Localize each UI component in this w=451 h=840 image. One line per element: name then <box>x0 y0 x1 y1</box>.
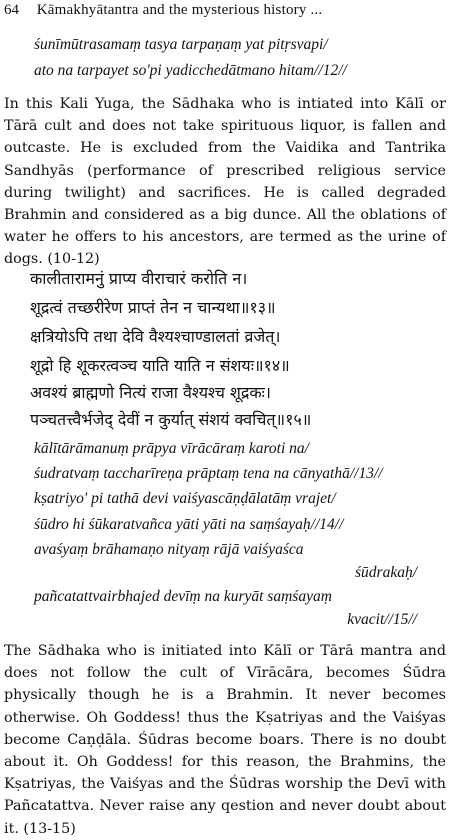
translit-line-4: śūdro hi śūkaratvañca yāti yāti na saṃśayaḥ//14// <box>34 516 344 533</box>
translit-line-3: kṣatriyo' pi tathā devi vaiśyascāṇḍālatāṃ vrajet/ <box>34 490 336 507</box>
sanskrit-verse-5: अवश्यं ब्राह्मणो नित्यं राजा वैश्यश्च शूद्रकः। <box>30 383 271 402</box>
translit-line-5: avaśyaṃ brāhamaṇo nityaṃ rājā vaiśyaśca <box>34 541 304 558</box>
running-header <box>4 2 444 22</box>
sanskrit-verse-4: शूद्रो हि शूकरत्वञ्च याति याति न संशयः॥१४॥ <box>30 356 290 375</box>
translit-line-6-continued: kvacit//15// <box>347 611 417 628</box>
verse-line-2: ato na tarpayet so'pi yadicchedātmano hitam//12// <box>34 62 347 79</box>
translit-line-1: kālītārāmanuṃ prāpya vīrācāraṃ karoti na/ <box>34 440 309 457</box>
commentary-paragraph-2: The Sādhaka who is initiated into Kālī or Tārā mantra and does not follow the cult of Vīrācāra, becomes Śūdra physically though he is a Brahmin. It never becomes otherwise. Oh Goddess! thus the Kṣatriyas and the Vaiśyas become Caṇḍāla. Śūdras become boars. There is no doubt about it. Oh Goddess! for this reason, the Brahmins, the Kṣatriyas, the Vaiśyas and the Śūdras worship the Devī with Pañcatattva. Never raise any qestion and never doubt about it. (13-15) <box>4 643 446 837</box>
running-title: Kāmakhyātantra and the mysterious history ... <box>36 2 323 18</box>
verse-line-1: śunīmūtrasamaṃ tasya tarpaṇaṃ yat pitṛsvapi/ <box>34 36 328 53</box>
translit-line-6: pañcatattvairbhajed devīṃ na kuryāt saṃśayaṃ <box>34 588 332 605</box>
commentary-paragraph-1: In this Kali Yuga, the Sādhaka who is intiated into Kālī or Tārā cult and does not take spirituous liquor, is fallen and outcaste. He is excluded from the Vaidika and Tantrika Sandhyās (performance of prescribed religious service during twilight) and sacrifices. He is called degraded Brahmin and considered as a big dunce. All the oblations of water he offers to his ancestors, are termed as the urine of dogs. (10-12) <box>4 96 446 268</box>
sanskrit-verse-1: कालीतारामनुं प्राप्य वीराचारं करोति न। <box>30 269 248 288</box>
sanskrit-verse-2: शूद्रत्वं तच्छरीरेण प्राप्तं तेन न चान्यथा॥१३॥ <box>30 298 276 317</box>
translit-line-5-continued: śūdrakaḥ/ <box>355 564 417 581</box>
sanskrit-verse-6: पञ्चतत्त्वैर्भजेद् देवीं न कुर्यात् संशयं क्वचित्॥१५॥ <box>30 410 312 429</box>
page-number: 64 <box>4 2 19 18</box>
sanskrit-verse-3: क्षत्रियोऽपि तथा देवि वैश्यश्चाण्डालतां व्रजेत्। <box>30 327 281 346</box>
translit-line-2: śudratvaṃ taccharīreṇa prāptaṃ tena na cānyathā//13// <box>34 465 383 482</box>
